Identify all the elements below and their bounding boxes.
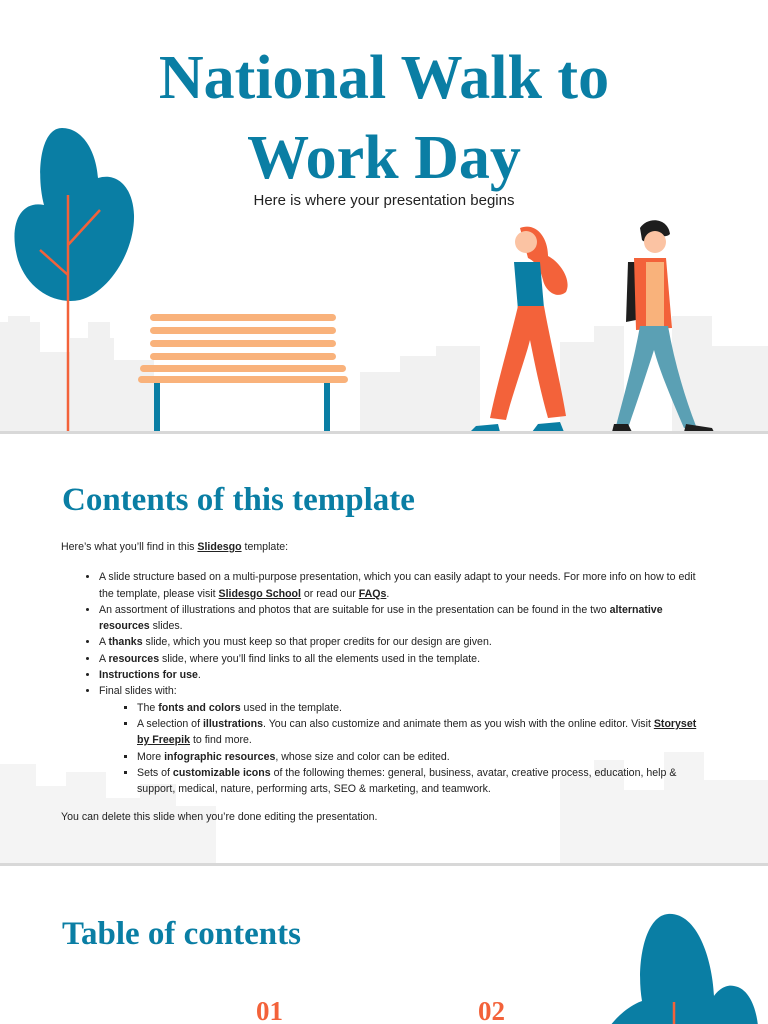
toc-number-01: 01 (256, 996, 283, 1024)
faqs-link[interactable]: FAQs (358, 587, 387, 600)
item-text: or read our (300, 587, 359, 600)
intro-text: Here’s what you’ll find in this (61, 541, 198, 553)
sub-list-item (137, 700, 711, 716)
item-bold: illustrations (202, 717, 264, 730)
item-text: An assortment of illustrations and photos that are suitable for use in the presentation can be found in the two (99, 603, 610, 616)
item-bold: fonts and colors (158, 701, 241, 714)
item-text: . You can also customize and animate them as you wish with the online editor. Visit (263, 717, 654, 730)
item-text: A selection of (137, 717, 203, 730)
woman-walking-illustration (470, 227, 568, 432)
intro-paragraph (61, 539, 711, 555)
slidesgo-link[interactable]: Slidesgo (197, 541, 242, 553)
presentation-title (0, 38, 768, 198)
item-text: to find more. (190, 734, 252, 747)
item-bold: Instructions for use (99, 669, 198, 682)
sub-list-item (137, 765, 711, 798)
item-text: slide, which you must keep so that proper credits for our design are given. (142, 636, 492, 649)
section-heading: Table of contents (62, 916, 301, 952)
title-line-1: National Walk to (158, 44, 610, 112)
item-text: used in the template. (240, 701, 342, 714)
item-text: A slide structure based on a multi-purpose presentation, which you can easily adapt to your needs. For more info on how to edit the template, please visit (99, 571, 696, 600)
table-of-contents-slide (0, 866, 768, 1024)
item-text: of the following themes: general, business, avatar, creative process, education, help & support, medical, nature, performing arts, SEO & marketing, and teamwork. (137, 766, 677, 796)
item-text: , whose size and color can be edited. (275, 750, 450, 763)
section-heading: Contents of this template (62, 482, 415, 518)
closing-paragraph: You can delete this slide when you’re done editing the presentation. (61, 811, 378, 824)
item-text: The (137, 701, 159, 714)
intro-text-end: template: (241, 541, 289, 553)
contents-list (61, 569, 711, 797)
item-text: A (99, 636, 109, 649)
list-item (99, 634, 711, 650)
item-text: Sets of (137, 766, 173, 779)
title-line-2: Work Day (247, 124, 521, 192)
bench-illustration (138, 314, 348, 432)
sub-list (99, 700, 711, 798)
list-item (99, 569, 711, 602)
item-text: slide, where you’ll find links to all the elements used in the template. (159, 652, 481, 665)
title-slide (0, 0, 768, 432)
tree-icon (608, 906, 768, 1024)
item-text: . (386, 587, 390, 600)
item-text: Final slides with: (99, 685, 177, 698)
toc-number-02: 02 (478, 996, 505, 1024)
list-item (99, 667, 711, 683)
list-item (99, 651, 711, 667)
item-text: slides. (149, 620, 183, 633)
item-bold: alternative resources (99, 603, 663, 633)
item-bold: customizable icons (172, 766, 271, 779)
storyset-link[interactable]: Storyset by Freepik (137, 717, 697, 747)
item-text: . (197, 669, 201, 682)
contents-slide (0, 434, 768, 864)
presentation-subtitle: Here is where your presentation begins (253, 192, 515, 209)
list-item (99, 683, 711, 797)
contents-body (61, 539, 711, 826)
slidesgo-school-link[interactable]: Slidesgo School (218, 587, 301, 600)
item-bold: infographic resources (164, 750, 276, 763)
sub-list-item (137, 716, 711, 749)
item-bold: resources (108, 652, 160, 665)
item-text: More (137, 750, 165, 763)
sub-list-item (137, 749, 711, 765)
list-item (99, 602, 711, 635)
item-bold: thanks (108, 636, 143, 649)
item-text: A (99, 652, 109, 665)
